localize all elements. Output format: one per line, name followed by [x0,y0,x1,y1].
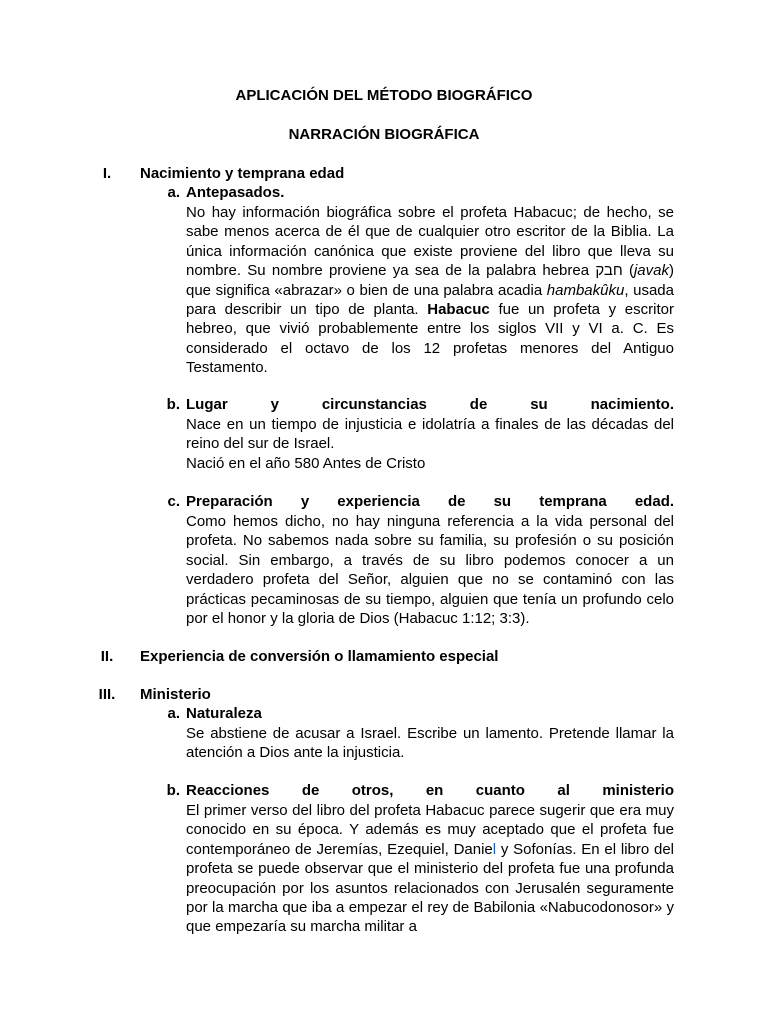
text-run: fue un profeta y escritor hebreo, que vivió probablemente entre los siglos VII y VI a. C. Es considerado el octavo de los 12 profetas menores del Antiguo Testamento. [186,301,674,377]
italic-term: hambakûku [546,281,625,299]
subsection-heading: Antepasados. [186,184,285,201]
section-title: Experiencia de conversión o llamamiento especial [140,648,499,665]
heading-word: al [557,782,570,799]
heading-word: circunstancias [321,396,427,413]
subsection-heading: Naturaleza [186,705,262,722]
heading-word: Preparación [186,493,273,510]
document-title: APLICACIÓN DEL MÉTODO BIOGRÁFICO [235,87,533,104]
text-run: , usada para describir un tipo de planta. [186,281,674,319]
section-number: III. [98,686,116,703]
section-title: Nacimiento y temprana edad [140,165,345,182]
subsection-paragraph: Como hemos dicho, no hay ninguna referencia a la vida personal del profeta. No sabemos nada sobre su familia, su profesión o su posición social. Sin embargo, a través de su libro podemos conocer a un verdadero profeta del Señor, alguien que no se contaminó con las prácticas pecaminosas de su tiempo, alguien que tenía un profundo celo por el honor y la gloria de Dios (Habacuc 1:12; 3:3). [186,513,674,628]
subsection-letter: c. [167,493,180,510]
text-run: No hay información biográfica sobre el profeta Habacuc; de hecho, se sabe menos acerca de él que de cualquier otro escritor de la Biblia. La única información canónica que existe proviene del libro que lleva su nombre. Su nombre proviene ya sea de la palabra hebrea [186,204,674,280]
heading-word: de [447,493,466,510]
heading-word: experiencia [337,493,420,510]
heading-word: de [301,782,320,799]
subsection-letter: a. [167,705,180,722]
subsection-paragraph: Nace en un tiempo de injusticia e idolatría a finales de las décadas del reino del sur de Israel. [186,416,674,453]
heading-word: edad. [634,493,675,510]
heading-word: temprana [539,493,607,510]
heading-word: y [270,396,279,413]
document-subtitle: NARRACIÓN BIOGRÁFICA [288,126,480,143]
subsection-heading [186,493,674,510]
text-run: y Sofonías. En el libro del profeta se puede observar que el ministerio del profeta fue una profunda preocupación por los asuntos relacionados con Jerusalén seguramente por la marcha que iba a empezar el rey de Babilonia «Nabucodonosor» y que empezaría su marcha militar a [186,840,675,936]
italic-term: javak [633,262,669,280]
heading-word: en [425,782,444,799]
heading-word: su [530,396,548,413]
heading-word: cuanto [475,782,525,799]
text-run: ) que significa «abrazar» o bien de una palabra acadia [186,262,674,299]
section-title: Ministerio [140,686,211,703]
subsection-letter: a. [167,184,180,201]
heading-word: su [493,493,512,510]
section-number: II. [100,648,114,665]
subsection-paragraph [186,801,674,937]
subsection-letter: b. [166,782,180,799]
bold-term: Habacuc [427,301,490,319]
heading-word: y [300,493,310,510]
heading-word: ministerio [602,782,674,799]
highlighted-char: l [492,840,497,858]
heading-word: Reacciones [186,782,270,799]
heading-word: otros, [351,782,394,799]
text-run: El primer verso del libro del profeta Habacuc parece sugerir que era muy conocido en su época. Y además es muy aceptado que el profeta fue contemporáneo de Jeremías, Ezequiel, Danie [186,802,674,858]
subsection-heading [186,782,674,799]
subsection-letter: b. [166,396,180,413]
text-run: ( [622,262,634,280]
subsection-paragraph: Se abstiene de acusar a Israel. Escribe un lamento. Pretende llamar la atención a Dios ante la injusticia. [186,725,674,762]
subsection-heading [186,396,674,413]
subsection-paragraph [186,203,674,378]
heading-word: Lugar [186,396,228,413]
heading-word: nacimiento. [590,396,674,413]
hebrew-word: חבק [595,262,623,280]
heading-word: de [469,396,488,413]
section-number: I. [102,165,112,182]
subsection-paragraph: Nació en el año 580 Antes de Cristo [186,455,426,472]
